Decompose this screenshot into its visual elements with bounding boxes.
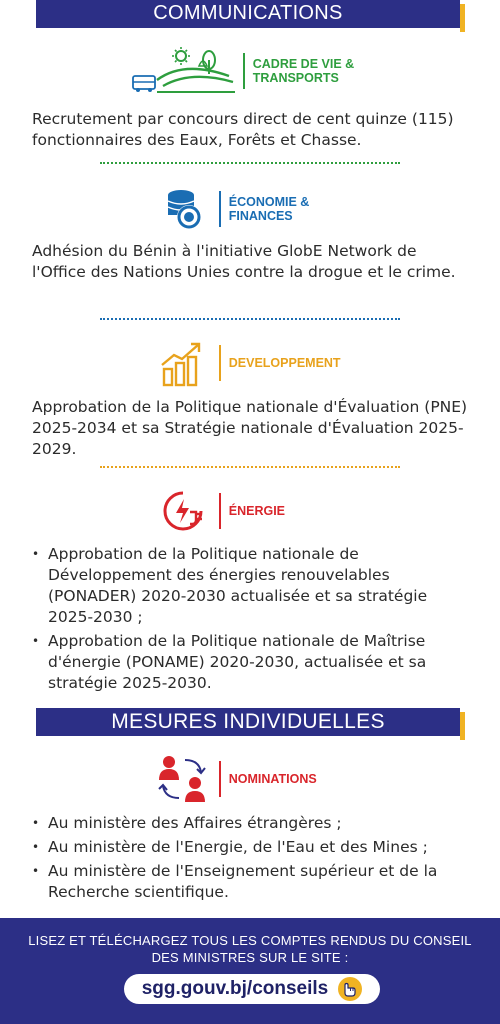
banner-title: COMMUNICATIONS	[153, 2, 343, 24]
category-energie	[0, 486, 500, 536]
category-economie	[0, 184, 500, 234]
divider	[219, 493, 221, 529]
footer	[0, 918, 500, 1024]
divider	[219, 191, 221, 227]
mesures-banner	[36, 708, 460, 736]
pointing-hand-icon	[338, 977, 362, 1001]
category-label: NOMINATIONS	[228, 772, 317, 786]
site-url[interactable]: sgg.gouv.bj/conseils	[141, 978, 329, 999]
landscape-bus-icon	[129, 46, 237, 96]
developpement-description: Approbation de la Politique nationale d'Évaluation (PNE) 2025-2034 et sa Stratégie nationale d'Évaluation 2025-2029.	[32, 398, 468, 458]
category-label: CADRE DE VIE & TRANSPORTS	[252, 57, 355, 85]
banner-title: MESURES INDIVIDUELLES	[111, 710, 385, 733]
category-label: ÉNERGIE	[228, 504, 286, 518]
dotted-divider	[100, 466, 400, 468]
list-item: • Approbation de la Politique nationale de Maîtrise d'énergie (PONAME) 2020-2030, actualisée et sa stratégie 2025-2030.	[30, 631, 475, 694]
power-plug-icon	[153, 486, 213, 536]
category-nominations	[0, 754, 500, 804]
divider	[219, 761, 221, 797]
cadre-description: Recrutement par concours direct de cent quinze (115) fonctionnaires des Eaux, Forêts et Chasse.	[32, 110, 454, 149]
category-cadre-de-vie	[0, 46, 500, 96]
footer-text: LISEZ ET TÉLÉCHARGEZ TOUS LES COMPTES RENDUS DU CONSEIL DES MINISTRES SUR LE SITE :	[28, 933, 472, 965]
list-item: • Au ministère de l'Energie, de l'Eau et des Mines ;	[30, 837, 475, 858]
energie-list	[30, 544, 475, 694]
growth-chart-icon	[153, 338, 213, 388]
divider	[243, 53, 245, 89]
people-exchange-icon	[153, 754, 213, 804]
dotted-divider	[100, 162, 400, 164]
communications-banner	[36, 0, 460, 28]
economie-description: Adhésion du Bénin à l'initiative GlobE Network de l'Office des Nations Unies contre la drogue et le crime.	[32, 242, 456, 281]
list-item: • Approbation de la Politique nationale de Développement des énergies renouvelables (PONADER) 2020-2030 actualisée et sa stratégie 2025-2030 ;	[30, 544, 475, 628]
list-item: • Au ministère des Affaires étrangères ;	[30, 813, 475, 834]
divider	[219, 345, 221, 381]
coins-stack-icon	[153, 184, 213, 234]
category-label: DEVELOPPEMENT	[228, 356, 341, 370]
site-link[interactable]	[124, 974, 380, 1004]
nominations-list	[30, 813, 475, 903]
list-item: • Au ministère de l'Enseignement supérieur et de la Recherche scientifique.	[30, 861, 475, 903]
category-label: ÉCONOMIE & FINANCES	[228, 195, 310, 223]
dotted-divider	[100, 318, 400, 320]
category-developpement	[0, 338, 500, 388]
